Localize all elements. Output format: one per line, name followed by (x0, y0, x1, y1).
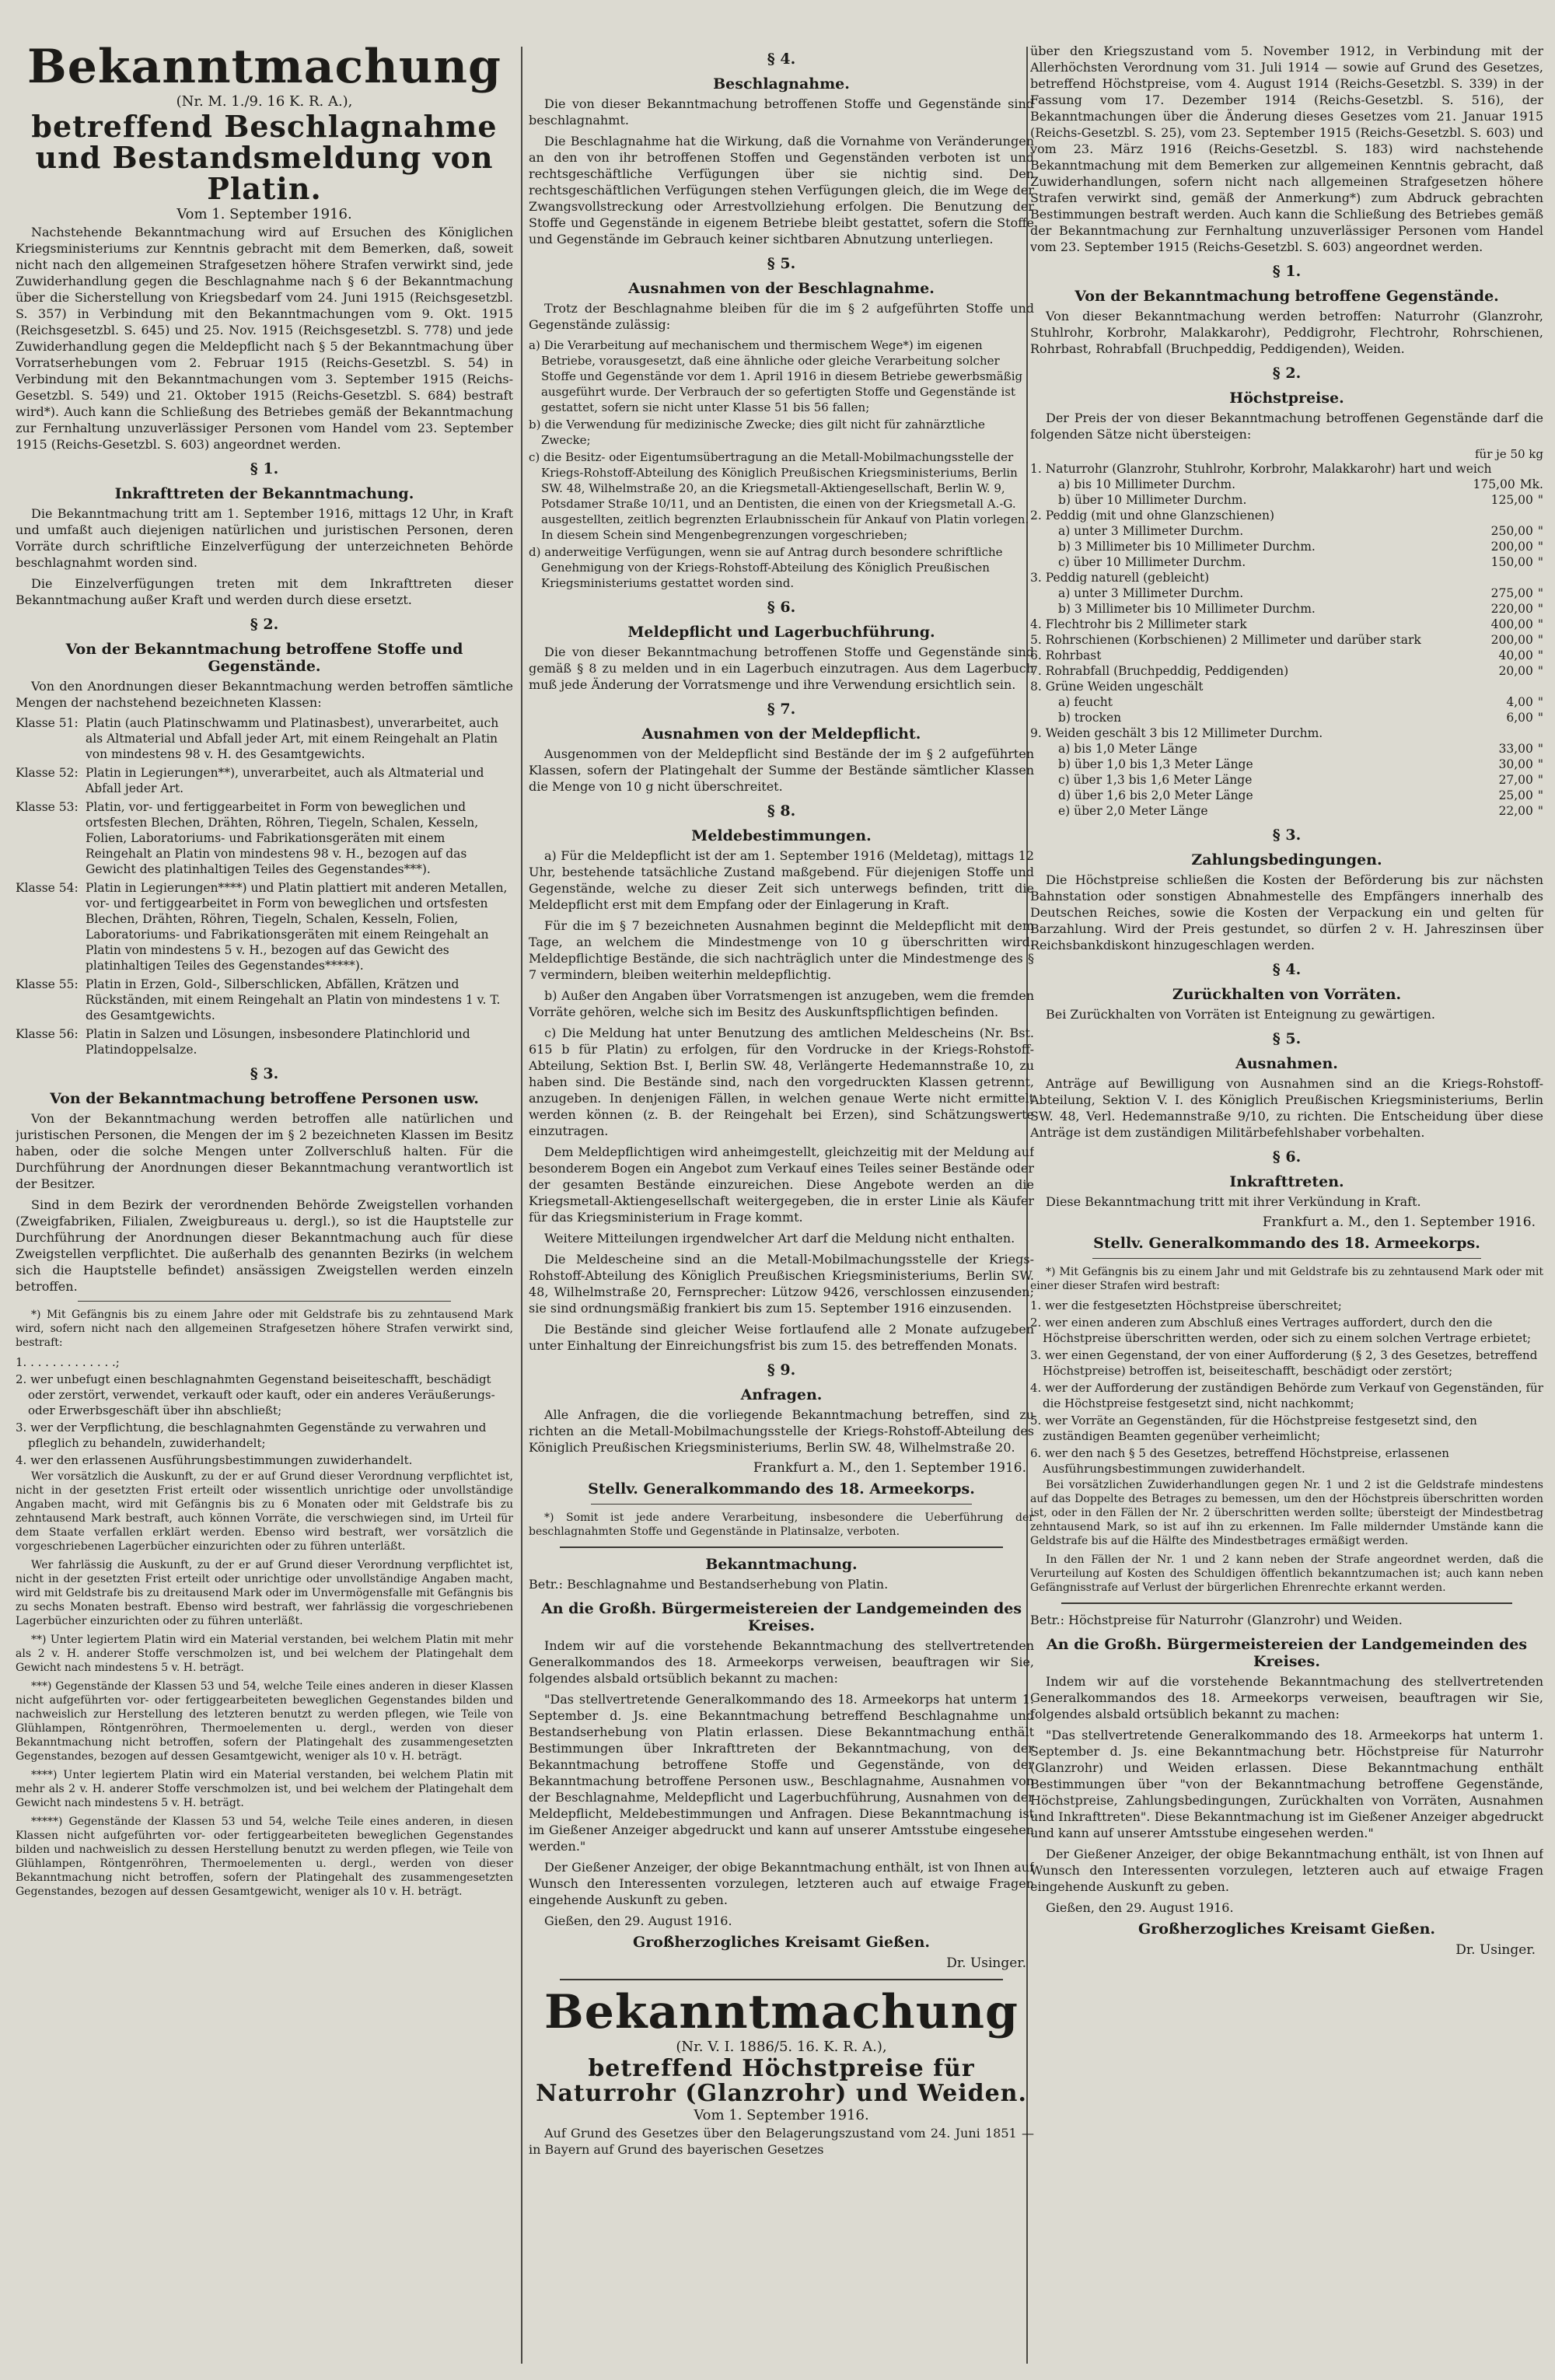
klasse-text: Platin in Legierungen**), unverarbeitet, auch als Altmaterial und Abfall jeder Art. (86, 765, 484, 795)
price-value (1491, 539, 1543, 554)
price-currency: " (1537, 695, 1543, 709)
section-number: § 1. (250, 460, 279, 477)
section-text: Die Beschlagnahme hat die Wirkung, daß die Vornahme von Veränderungen an den von ihr betroffenen Stoffen und Gegenständen verboten ist und rechtsgeschäftliche Verfügungen über sie nichtig sind. Den rechtsgeschäftlichen Verfügungen stehen Verfügungen gleich, die im Wege der Zwangsvollstreckung oder Arrestvollziehung erfolgen. Die Benutzung der Stoffe und Gegenstände in eigenem Betriebe bleibt gestattet, sofern die Stoffe und Gegenstände im Gebrauch keiner sichtbaren Abnutzung unterliegen. (529, 134, 1034, 246)
announcement-date: Vom 1. September 1916. (694, 2107, 869, 2123)
section-number: § 4. (767, 51, 796, 68)
price-row (1030, 741, 1543, 757)
price-amount: 22,00 (1498, 804, 1533, 818)
section-text: Die von dieser Bekanntmachung betroffenen Stoffe und Gegenstände sind gemäß § 8 zu melden und in ein Lagerbuch einzutragen. Aus dem Lagerbuch muß jede Änderung der Vorratsmenge und ihre Verwendung ersichtlich sein. (529, 645, 1034, 692)
price-value (1491, 554, 1543, 570)
price-amount: 6,00 (1506, 711, 1533, 725)
section-number: § 5. (1272, 1030, 1302, 1047)
footnote: *) Mit Gefängnis bis zu einem Jahr und mit Geldstrafe bis zu zehntausend Mark oder mit einer dieser Strafen wird bestraft: (1030, 1266, 1543, 1292)
notice-title: Bekanntmachung. (705, 1556, 858, 1573)
section-title: Von der Bekanntmachung betroffene Stoffe und Gegenstände. (65, 640, 463, 675)
footnote: Bei vorsätzlichen Zuwiderhandlungen gegen Nr. 1 und 2 ist die Geldstrafe mindestens auf das Doppelte des Betrages zu bemessen, um den der Höchstpreis überschritten worden ist, oder in den Fällen der Nr. 2 überschritten werden sollte; übersteigt der Mindestbetrag zehntausend Mark, so ist auf ihn zu erkennen. Im Falle mildernder Umstände kann die Geldstrafe bis auf die Hälfte des Mindestbetrages ermäßigt werden. (1030, 1479, 1543, 1547)
divider (78, 1301, 451, 1302)
section-text: Die Meldescheine sind an die Metall-Mobilmachungsstelle der Kriegs-Rohstoff-Abteilung des Königlich Preußischen Kriegsministeriums, Berlin SW. 48, Wilhelmstraße 20, Fernsprecher: Lützow 9426, verschlossen einzusenden; sie sind ordnungsmäßig frankiert bis zum 15. September 1916 einzusenden. (529, 1252, 1034, 1316)
section-number: § 4. (1272, 961, 1302, 978)
exception-item: a) Die Verarbeitung auf mechanischem und thermischem Wege*) im eigenen Betriebe, vorausgesetzt, daß eine ähnliche oder gleiche Verarbeitung solcher Stoffe und Gegenstände vor dem 1. April 1916 in diesem Betriebe gewerbsmäßig ausgeführt wurde. Der Verbrauch der so gefertigten Stoffe und Gegenstände ist gestattet, sofern sie nicht unter Klasse 51 bis 56 fallen; (529, 338, 1023, 414)
price-amount: 30,00 (1498, 757, 1533, 771)
footnote-item: 4. wer den erlassenen Ausführungsbestimmungen zuwiderhandelt. (16, 1452, 413, 1467)
price-amount: 175,00 (1473, 477, 1515, 491)
price-item: b) über 10 Millimeter Durchm. (1058, 493, 1247, 507)
notice-signature: Dr. Usinger. (946, 1955, 1026, 1971)
klasse-item (16, 880, 513, 973)
notice-office: Großherzogliches Kreisamt Gießen. (632, 1934, 931, 1951)
price-item: 7. Rohrabfall (Bruchpeddig, Peddigenden) (1030, 664, 1289, 678)
left-column (16, 43, 513, 2368)
price-row (1030, 492, 1543, 508)
klasse-item (16, 977, 513, 1023)
price-row (1030, 725, 1543, 741)
price-value (1506, 694, 1543, 710)
price-item: a) unter 3 Millimeter Durchm. (1058, 524, 1244, 538)
klasse-label: Klasse 52: (16, 765, 79, 780)
price-currency: " (1537, 555, 1543, 569)
announcement-ref: (Nr. V. I. 1886/5. 16. K. R. A.), (676, 2039, 887, 2055)
price-row (1030, 772, 1543, 788)
notice-betr: Betr.: Beschlagnahme und Bestandserhebung von Platin. (529, 1577, 889, 1592)
section-title: Zurückhalten von Vorräten. (1172, 986, 1402, 1003)
price-item: a) feucht (1058, 695, 1113, 709)
section-number: § 6. (1272, 1148, 1302, 1166)
divider (1061, 1602, 1512, 1604)
price-value (1498, 757, 1543, 772)
price-value (1491, 617, 1543, 632)
signer: Stellv. Generalkommando des 18. Armeekorps. (1093, 1235, 1480, 1252)
price-amount: 400,00 (1490, 617, 1533, 631)
column-rule (521, 47, 522, 2364)
price-currency: " (1537, 524, 1543, 538)
right-column (1030, 43, 1543, 2368)
price-value (1498, 788, 1543, 803)
klasse-label: Klasse 53: (16, 799, 79, 814)
footnote-item: 3. wer der Verpflichtung, die beschlagnahmten Gegenstände zu verwahren und pfleglich zu behandeln, zuwiderhandelt; (16, 1420, 487, 1450)
price-unit: für je 50 kg (1475, 447, 1543, 461)
notice-quote: "Das stellvertretende Generalkommando des 18. Armeekorps hat unterm 1. September d. Js. eine Bekanntmachung betreffend Beschlagnahme und Bestandserhebung von Platin erlassen. Diese Bekanntmachung enthält Bestimmungen über Inkrafttreten der Bekanntmachung, von der Bekanntmachung betroffene Stoffe und Gegenstände, von der Bekanntmachung betroffene Personen usw., Beschlagnahme, Ausnahmen von der Beschlagnahme, Meldepflicht und Lagerbuchführung, Ausnahmen von der Meldepflicht, Meldebestimmungen und Anfragen. Diese Bekanntmachung ist im Gießener Anzeiger abgedruckt und kann auf unserer Amtsstube eingesehen werden." (529, 1692, 1034, 1854)
price-item: a) bis 1,0 Meter Länge (1058, 742, 1197, 756)
footnote: ****) Unter legiertem Platin wird ein Material verstanden, bei welchem Platin mit mehr als 2 v. H. anderer Stoffe verschmolzen ist, und bei welchem der Platingehalt dem Gewicht nach mindestens 5 v. H. beträgt. (16, 1768, 513, 1809)
signer: Stellv. Generalkommando des 18. Armeekorps. (588, 1480, 975, 1498)
price-amount: 27,00 (1498, 773, 1533, 787)
section-text: Der Preis der von dieser Bekanntmachung betroffenen Gegenstände darf die folgenden Sätze nicht übersteigen: (1030, 411, 1543, 442)
price-value (1498, 663, 1543, 679)
price-row (1030, 585, 1543, 601)
footnote-item: 1. wer die festgesetzten Höchstpreise überschreitet; (1030, 1298, 1342, 1312)
notice-date: Gießen, den 29. August 1916. (1046, 1900, 1234, 1915)
price-item: b) 3 Millimeter bis 10 Millimeter Durchm. (1058, 540, 1316, 554)
footnote: ***) Gegenstände der Klassen 53 und 54, welche Teile eines anderen in dieser Klassen nicht aufgeführten vor- oder fertiggearbeiteten beweglichen Gegenstandes bilden und nachweislich zur Herstellung des letzteren benutzt zu werden pflegen, wie Teile von Glühlampen, Röntgenröhren, Thermoelementen u. dergl., werden von dieser Bekanntmachung nicht betroffen, sofern der Platingehalt des zusammengesetzten Gegenstandes, bezogen auf dessen Gesamtgewicht, weniger als 10 v. H. beträgt. (16, 1679, 513, 1763)
price-row (1030, 601, 1543, 617)
footnote: In den Fällen der Nr. 1 und 2 kann neben der Strafe angeordnet werden, daß die Verurteilung auf Kosten des Schuldigen öffentlich bekanntzumachen ist; auch kann neben Gefängnisstrafe auf Verlust der bürgerlichen Ehrenrechte erkannt werden. (1030, 1553, 1543, 1594)
section-text: Trotz der Beschlagnahme bleiben für die im § 2 aufgeführten Stoffe und Gegenstände zulässig: (529, 301, 1034, 332)
announcement-title: Bekanntmachung (543, 1985, 1019, 2039)
price-amount: 275,00 (1490, 586, 1533, 600)
section-title: Inkrafttreten der Bekanntmachung. (114, 484, 414, 502)
section-title: Meldebestimmungen. (691, 827, 872, 844)
section-text: Dem Meldepflichtigen wird anheimgestellt, gleichzeitig mit der Meldung auf besonderem Bogen ein Angebot zum Verkauf eines Teiles seiner Bestände oder der gesamten Bestände einzureichen. Diese Angebote werden an die Kriegsmetall-Aktiengesellschaft weitergegeben, die in erster Linie als Käufer für das Kriegsministerium in Frage kommt. (529, 1145, 1034, 1225)
price-table (1030, 461, 1543, 819)
price-amount: 20,00 (1498, 664, 1533, 678)
announcement-subtitle: betreffend Höchstpreise für Naturrohr (Glanzrohr) und Weiden. (536, 2055, 1027, 2107)
section-text: Auf Grund des Gesetzes über den Belagerungszustand vom 24. Juni 1851 — in Bayern auf Grund des bayerischen Gesetzes (529, 2126, 1034, 2157)
exception-item: c) die Besitz- oder Eigentumsübertragung an die Metall-Mobilmachungsstelle der Kriegs-Rohstoff-Abteilung des Königlich Preußischen Kriegsministeriums, Berlin SW. 48, Wilhelmstraße 20, an die Kriegsmetall-Aktiengesellschaft, Berlin W. 9, Potsdamer Straße 10/11, und an Dentisten, die einen von der Kriegsmetall A.-G. ausgestellten, zeitlich begrenzten Erlaubnisschein für Ankauf von Platin vorlegen. In diesem Schein sind Mengenbegrenzungen vorgeschrieben; (529, 450, 1029, 542)
price-item: e) über 2,0 Meter Länge (1058, 804, 1208, 818)
notice-date: Gießen, den 29. August 1916. (544, 1913, 732, 1928)
klasse-item (16, 1026, 513, 1057)
section-title: Ausnahmen. (1235, 1055, 1338, 1072)
section-number: § 1. (1272, 263, 1302, 280)
intro-text: Nachstehende Bekanntmachung wird auf Ersuchen des Königlichen Kriegsministeriums zur Kenntnis gebracht mit dem Bemerken, daß, soweit nicht nach den allgemeinen Strafgesetzen höhere Strafen verwirkt sind, jede Zuwiderhandlung gegen die Beschlagnahme nach § 6 der Bekanntmachung über die Sicherstellung von Kriegsbedarf vom 24. Juni 1915 (Reichsgesetzbl. S. 357) in Verbindung mit den Bekanntmachungen vom 9. Okt. 1915 (Reichsgesetzbl. S. 645) und 25. Nov. 1915 (Reichsgesetzbl. S. 778) und jede Zuwiderhandlung gegen die Meldepflicht nach § 5 der Bekanntmachung über Vorratserhebungen vom 2. Februar 1915 (Reichs-Gesetzbl. S. 54) in Verbindung mit den Bekanntmachungen vom 3. September 1915 (Reichs-Gesetzbl. S. 549) und 21. Oktober 1915 (Reichs-Gesetzbl. S. 684) bestraft wird*). Auch kann die Schließung des Betriebes gemäß der Bekanntmachung zur Fernhaltung unzuverlässiger Personen vom Handel vom 23. September 1915 (Reichs-Gesetzbl. S. 603) angeordnet werden. (16, 224, 513, 452)
price-currency: " (1537, 757, 1543, 771)
klasse-item (16, 715, 513, 762)
price-currency: " (1537, 664, 1543, 678)
place-date: Frankfurt a. M., den 1. September 1916. (1262, 1214, 1536, 1230)
exception-item: b) die Verwendung für medizinische Zwecke; dies gilt nicht für zahnärztliche Zwecke; (529, 418, 985, 447)
price-item: 2. Peddig (mit und ohne Glanzschienen) (1030, 509, 1275, 522)
notice-betr: Betr.: Höchstpreise für Naturrohr (Glanzrohr) und Weiden. (1030, 1613, 1403, 1627)
price-value (1539, 461, 1543, 477)
price-currency: " (1537, 586, 1543, 600)
price-row (1030, 803, 1543, 819)
section-text: Die Höchstpreise schließen die Kosten der Beförderung bis zur nächsten Bahnstation oder sonstigen Abnahmestelle des Empfängers innerhalb des Deutschen Reiches, sowie die Kosten der Verpackung ein und gelten für Barzahlung. Wird der Preis gestundet, so dürfen 2 v. H. Jahreszinsen über Reichsbankdiskont hinzugeschlagen werden. (1030, 872, 1543, 952)
price-row (1030, 554, 1543, 570)
price-amount: 40,00 (1498, 648, 1533, 662)
price-currency: " (1537, 493, 1543, 507)
middle-column (529, 43, 1034, 2368)
section-title: Zahlungsbedingungen. (1191, 851, 1382, 868)
place-date: Frankfurt a. M., den 1. September 1916. (753, 1460, 1026, 1476)
price-value (1498, 741, 1543, 757)
section-title: Beschlagnahme. (713, 75, 850, 93)
footnote-item: 1. . . . . . . . . . . . .; (16, 1354, 120, 1369)
section-text: Für die im § 7 bezeichneten Ausnahmen beginnt die Meldepflicht mit dem Tage, an welchem die Mindestmenge von 10 g überschritten wird. Meldepflichtige Bestände, die sich nachträglich unter die Mindestmenge des § 7 vermindern, bleiben weiterhin meldepflichtig. (529, 918, 1034, 982)
price-item: c) über 1,3 bis 1,6 Meter Länge (1058, 773, 1253, 787)
price-value (1491, 601, 1543, 617)
price-item: 1. Naturrohr (Glanzrohr, Stuhlrohr, Korbrohr, Malakkarohr) hart und weich (1030, 462, 1492, 476)
section-text: b) Außer den Angaben über Vorratsmengen ist anzugeben, wem die fremden Vorräte gehören, welche sich im Besitz des Auskunftspflichtigen befinden. (529, 988, 1034, 1019)
notice-text: Indem wir auf die vorstehende Bekanntmachung des stellvertretenden Generalkommandos des 18. Armeekorps verweisen, beauftragen wir Sie, folgendes alsbald ortsüblich bekannt zu machen: (529, 1638, 1034, 1686)
exception-item: d) anderweitige Verfügungen, wenn sie auf Antrag durch besondere schriftliche Genehmigung von der Kriegs-Rohstoff-Abteilung des Königlich Preußischen Kriegsministeriums gestattet worden sind. (529, 545, 1003, 590)
price-amount: 200,00 (1490, 540, 1533, 554)
footnote: Wer vorsätzlich die Auskunft, zu der er auf Grund dieser Verordnung verpflichtet ist, nicht in der gesetzten Frist erteilt oder wissentlich unrichtige oder unvollständige Angaben macht, wird mit Gefängnis bis zu 6 Monaten oder mit Geldstrafe bis zu zehntausend Mark bestraft, auch können Vorräte, die verschwiegen sind, im Urteil für dem Staate verfallen erklärt werden. Ebenso wird bestraft, wer vorsätzlich die vorgeschriebenen Lagerbücher einzurichten oder zu führen unterläßt. (16, 1470, 513, 1553)
section-text: c) Die Meldung hat unter Benutzung des amtlichen Meldescheins (Nr. Bst. 615 b für Platin) zu erfolgen, für den Vordrucke in der Kriegs-Rohstoff-Abteilung, Sektion Bst. I, Berlin SW. 48, Verlängerte Hedemannstraße 10, zu haben sind. Die Bestände sind, nach den vorgedruckten Klassen getrennt, anzugeben. In denjenigen Fällen, in welchen genaue Werte nicht ermittelt werden können (z. B. der Reingehalt bei Erzen), sind Schätzungswerte einzutragen. (529, 1026, 1034, 1138)
section-number: § 6. (767, 599, 796, 616)
price-value (1498, 772, 1543, 788)
section-title: Von der Bekanntmachung betroffene Personen usw. (50, 1089, 479, 1107)
price-currency: " (1537, 648, 1543, 662)
footnote: *****) Gegenstände der Klassen 53 und 54, welche Teile eines anderen, in diesen Klassen nicht aufgeführten vor- oder fertiggearbeiteten beweglichen Gegenstandes bilden und nachweislich zu dessen Herstellung benutzt zu werden pflegen, wie Teile von Glühlampen, Röntgenröhren, Thermoelementen u. dergl., werden von dieser Bekanntmachung nicht betroffen, sofern der Platingehalt des zusammengesetzten Gegenstandes, bezogen auf dessen Gesamtgewicht, weniger als 10 v. H. beträgt. (16, 1815, 513, 1898)
price-currency: " (1537, 742, 1543, 756)
price-row (1030, 788, 1543, 803)
price-row (1030, 617, 1543, 632)
section-text: Von der Bekanntmachung werden betroffen alle natürlichen und juristischen Personen, die Mengen der im § 2 bezeichneten Klassen im Besitz haben, oder die solche Mengen unter Zollverschluß halten. Für die Durchführung der Anordnungen dieser Bekanntmachung verantwortlich ist der Besitzer. (16, 1110, 513, 1191)
notice-signature: Dr. Usinger. (1455, 1942, 1536, 1958)
notice-addressee: An die Großh. Bürgermeistereien der Landgemeinden des Kreises. (1046, 1636, 1528, 1670)
section-number: § 9. (767, 1361, 796, 1379)
price-row (1030, 632, 1543, 648)
footnote-item: 2. wer einen anderen zum Abschluß eines Vertrages auffordert, durch den die Höchstpreise überschritten werden, oder sich zu einem solchen Vertrage erbietet; (1030, 1316, 1532, 1345)
price-value (1539, 725, 1543, 741)
section-title: Anfragen. (740, 1386, 823, 1403)
price-row (1030, 757, 1543, 772)
section-title: Meldepflicht und Lagerbuchführung. (627, 624, 935, 641)
section-number: § 8. (767, 802, 796, 820)
divider (1092, 1258, 1481, 1259)
section-text: a) Für die Meldepflicht ist der am 1. September 1916 (Meldetag), mittags 12 Uhr, bestehende tatsächliche Zustand maßgebend. Für diejenigen Stoffe und Gegenstände, welche zu dieser Zeit sich unterwegs befinden, tritt die Meldepflicht erst mit dem Empfang oder der Einlagerung in Kraft. (529, 848, 1034, 912)
klasse-item (16, 765, 513, 796)
price-row (1030, 477, 1543, 492)
price-value (1473, 477, 1543, 492)
announcement-title: Bekanntmachung (26, 43, 501, 94)
klasse-text: Platin, vor- und fertiggearbeitet in Form von beweglichen und ortsfesten Blechen, Drähten, Röhren, Tiegeln, Schalen, Kesseln, Folien, Laboratoriums- und Fabrikationsgeräten mit einem Reingehalt an Platin von mindestens 98 v. H., bezogen auf das Gewicht des platinhaltigen Teiles des Gegenstandes***). (86, 799, 479, 876)
section-text: Die von dieser Bekanntmachung betroffenen Stoffe und Gegenstände sind beschlagnahmt. (529, 96, 1034, 128)
section-title: Von der Bekanntmachung betroffene Gegenstände. (1075, 288, 1499, 305)
price-item: 5. Rohrschienen (Korbschienen) 2 Millimeter und darüber stark (1030, 633, 1421, 647)
section-number: § 7. (767, 701, 796, 718)
section-text: Von dieser Bekanntmachung werden betroffen: Naturrohr (Glanzrohr, Stuhlrohr, Korbrohr, Malakkarohr), Peddigrohr, Flechtrohr, Rohrschienen, Rohrbast, Rohrabfall (Bruchpeddig, Peddigenden), Weiden. (1030, 309, 1543, 356)
price-row (1030, 508, 1543, 523)
section-number: § 3. (250, 1064, 279, 1082)
price-item: c) über 10 Millimeter Durchm. (1058, 555, 1246, 569)
price-currency: Mk. (1519, 477, 1543, 491)
section-title: Ausnahmen von der Meldepflicht. (641, 725, 921, 743)
section-number: § 2. (1272, 365, 1302, 382)
price-item: 6. Rohrbast (1030, 648, 1102, 662)
section-title: Inkrafttreten. (1229, 1173, 1344, 1190)
notice-text: Der Gießener Anzeiger, der obige Bekanntmachung enthält, ist von Ihnen auf Wunsch den Interessenten vorzulegen, letzteren auch auf etwaige Fragen eingehende Auskunft zu geben. (1030, 1847, 1543, 1894)
notice-office: Großherzogliches Kreisamt Gießen. (1137, 1920, 1436, 1938)
section-text: Die Bekanntmachung tritt am 1. September 1916, mittags 12 Uhr, in Kraft und umfaßt auch diejenigen natürlichen und juristischen Personen, deren Vorräte durch schriftliche Einzelverfügung der unterzeichneten Behörde beschlagnahmt worden sind. (16, 505, 513, 570)
price-row (1030, 570, 1543, 585)
price-amount: 33,00 (1498, 742, 1533, 756)
price-item: b) trocken (1058, 711, 1122, 725)
section-text: Alle Anfragen, die die vorliegende Bekanntmachung betreffen, sind zu richten an die Metall-Mobilmachungsstelle der Kriegs-Rohstoff-Abteilung des Königlich Preußischen Kriegsministeriums, Berlin SW. 48, Wilhelmstraße 20. (529, 1407, 1034, 1455)
price-item: 3. Peddig naturell (gebleicht) (1030, 571, 1210, 585)
price-value (1491, 632, 1543, 648)
klasse-label: Klasse 55: (16, 977, 79, 991)
footnote-item: 3. wer einen Gegenstand, der von einer Aufforderung (§ 2, 3 des Gesetzes, betreffend Höchstpreise) betroffen ist, beiseiteschafft, beschädigt oder zerstört; (1030, 1348, 1538, 1378)
price-item: a) unter 3 Millimeter Durchm. (1058, 586, 1244, 600)
price-item: b) 3 Millimeter bis 10 Millimeter Durchm. (1058, 602, 1316, 616)
price-row (1030, 694, 1543, 710)
price-value (1539, 508, 1543, 523)
price-value (1539, 679, 1543, 694)
price-item: b) über 1,0 bis 1,3 Meter Länge (1058, 757, 1253, 771)
klasse-item (16, 799, 513, 877)
price-value (1498, 803, 1543, 819)
price-row (1030, 523, 1543, 539)
section-text: Bei Zurückhalten von Vorräten ist Enteignung zu gewärtigen. (1046, 1007, 1436, 1022)
klasse-label: Klasse 54: (16, 880, 79, 895)
footnote-item: 4. wer der Aufforderung der zuständigen Behörde zum Verkauf von Gegenständen, für die Höchstpreise festgesetzt sind, nicht nachkommt; (1030, 1381, 1543, 1410)
footnote: **) Unter legiertem Platin wird ein Material verstanden, bei welchem Platin mit mehr als 2 v. H. anderer Stoffe verschmolzen ist, und bei welchem der Platingehalt dem Gewicht nach mindestens 5 v. H. beträgt. (16, 1633, 513, 1674)
price-amount: 250,00 (1490, 524, 1533, 538)
announcement-subtitle: betreffend Beschlagnahme und Bestandsmeldung von Platin. (31, 109, 498, 206)
price-row (1030, 648, 1543, 663)
notice-addressee: An die Großh. Bürgermeistereien der Landgemeinden des Kreises. (540, 1600, 1022, 1634)
continued-text: über den Kriegszustand vom 5. November 1912, in Verbindung mit der Allerhöchsten Verordnung vom 31. Juli 1914 — sowie auf Grund des Gesetzes, betreffend Höchstpreise, vom 4. August 1914 (Reichs-Gesetzbl. S. 339) in der Fassung vom 17. Dezember 1914 (Reichs-Gesetzbl. S. 516), der Bekanntmachungen über die Änderung dieses Gesetzes vom 21. Januar 1915 (Reichs-Gesetzbl. S. 25), vom 23. September 1915 (Reichs-Gesetzbl. S. 603) und vom 23. März 1916 (Reichs-Gesetzbl. S. 183) wird nachstehende Bekanntmachung mit dem Bemerken zur allgemeinen Kenntnis gebracht, daß Zuwiderhandlungen, sofern nicht nach allgemeinen Strafgesetzen höhere Strafen verwirkt sind, gemäß der Anmerkung*) zum Abdruck gebrachten Bestimmungen bestraft werden. Auch kann die Schließung des Betriebes gemäß der Bekanntmachung zur Fernhaltung unzuverlässiger Personen vom Handel vom 23. September 1915 (Reichs-Gesetzbl. S. 603) angeordnet werden. (1030, 44, 1543, 254)
price-amount: 25,00 (1498, 788, 1533, 802)
notice-quote: "Das stellvertretende Generalkommando des 18. Armeekorps hat unterm 1. September d. Js. eine Bekanntmachung betr. Höchstpreise für Naturrohr (Glanzrohr) und Weiden erlassen. Diese Bekanntmachung enthält Bestimmungen über "von der Bekanntmachung betroffene Gegenstände, Höchstpreise, Zahlungsbedingungen, Zurückhalten von Vorräten, Ausnahmen und Inkrafttreten". Diese Bekanntmachung ist im Gießener Anzeiger abgedruckt und kann auf unserer Amtsstube eingesehen werden." (1030, 1728, 1543, 1840)
price-amount: 200,00 (1490, 633, 1533, 647)
divider (560, 1546, 1003, 1548)
klasse-text: Platin in Erzen, Gold-, Silberschlicken, Abfällen, Krätzen und Rückständen, mit einem Reingehalt an Platin von mindestens 1 v. T. des Gesamtgewichts. (86, 977, 501, 1022)
price-value (1539, 570, 1543, 585)
section-text: Ausgenommen von der Meldepflicht sind Bestände der im § 2 aufgeführten Klassen, sofern der Platingehalt der Summe der Bestände sämtlicher Klassen die Menge von 10 g nicht überschreitet. (529, 746, 1034, 794)
section-title: Ausnahmen von der Beschlagnahme. (628, 280, 935, 297)
price-currency: " (1537, 617, 1543, 631)
klasse-text: Platin (auch Platinschwamm und Platinasbest), unverarbeitet, auch als Altmaterial und Abfall jeder Art, mit einem Reingehalt an Platin von mindestens 98 v. H. des Gesamtgewichts. (86, 715, 499, 761)
price-value (1506, 710, 1543, 725)
price-row (1030, 461, 1543, 477)
klasse-text: Platin in Legierungen****) und Platin plattiert mit anderen Metallen, vor- und fertiggearbeitet in Form von beweglichen und ortsfesten Blechen, Drähten, Röhren, Tiegeln, Schalen, Kesseln, Folien, Laboratoriums- und Fabrikationsgeräten mit einem Reingehalt an Platin von mindestens 5 v. H., bezogen auf das Gewicht des platinhaltigen Teiles des Gegenstandes*****). (86, 880, 508, 973)
footnote-item: 5. wer Vorräte an Gegenständen, für die Höchstpreise festgesetzt sind, den zuständigen Beamten gegenüber verheimlicht; (1030, 1414, 1477, 1443)
price-amount: 220,00 (1490, 602, 1533, 616)
section-text: Die Bestände sind gleicher Weise fortlaufend alle 2 Monate aufzugeben unter Einhaltung der Einreichungsfrist bis zum 15. des betreffenden Monats. (529, 1322, 1034, 1353)
price-currency: " (1537, 804, 1543, 818)
klasse-text: Platin in Salzen und Lösungen, insbesondere Platinchlorid und Platindoppelsalze. (86, 1026, 470, 1057)
price-value (1498, 648, 1543, 663)
footnote: *) Somit ist jede andere Verarbeitung, insbesondere die Ueberführung der beschlagnahmten Stoffe und Gegenstände in Platinsalze, verboten. (529, 1512, 1034, 1538)
price-row (1030, 679, 1543, 694)
price-amount: 125,00 (1490, 493, 1533, 507)
price-row (1030, 663, 1543, 679)
footnote: *) Mit Gefängnis bis zu einem Jahre oder mit Geldstrafe bis zu zehntausend Mark wird, sofern nicht nach den allgemeinen Strafgesetzen höhere Strafen verwirkt sind, bestraft: (16, 1308, 513, 1349)
price-value (1491, 523, 1543, 539)
section-number: § 3. (1272, 827, 1302, 844)
divider (591, 1504, 972, 1505)
price-amount: 4,00 (1506, 695, 1533, 709)
section-text: Von den Anordnungen dieser Bekanntmachung werden betroffen sämtliche Mengen der nachstehend bezeichneten Klassen: (16, 678, 513, 710)
price-row (1030, 539, 1543, 554)
price-amount: 150,00 (1490, 555, 1533, 569)
section-text: Weitere Mitteilungen irgendwelcher Art darf die Meldung nicht enthalten. (544, 1231, 1015, 1246)
price-item: 9. Weiden geschält 3 bis 12 Millimeter Durchm. (1030, 726, 1323, 740)
price-item: 4. Flechtrohr bis 2 Millimeter stark (1030, 617, 1247, 631)
footnote-item: 6. wer den nach § 5 des Gesetzes, betreffend Höchstpreise, erlassenen Ausführungsbestimmungen zuwiderhandelt. (1030, 1446, 1449, 1476)
price-currency: " (1537, 540, 1543, 554)
price-currency: " (1537, 788, 1543, 802)
price-currency: " (1537, 602, 1543, 616)
price-item: d) über 1,6 bis 2,0 Meter Länge (1058, 788, 1253, 802)
footnote-item: 2. wer unbefugt einen beschlagnahmten Gegenstand beiseiteschafft, beschädigt oder zerstört, verwendet, verkauft oder kauft, oder ein anderes Veräußerungs- oder Erwerbsgeschäft über ihn abschließt; (16, 1372, 495, 1417)
announcement-ref: (Nr. M. 1./9. 16 K. R. A.), (176, 93, 353, 110)
notice-text: Indem wir auf die vorstehende Bekanntmachung des stellvertretenden Generalkommandos des 18. Armeekorps verweisen, beauftragen wir Sie, folgendes alsbald ortsüblich bekannt zu machen: (1030, 1674, 1543, 1721)
announcement-date: Vom 1. September 1916. (176, 205, 352, 222)
section-text: Diese Bekanntmachung tritt mit ihrer Verkündung in Kraft. (1046, 1194, 1421, 1209)
section-text: Anträge auf Bewilligung von Ausnahmen sind an die Kriegs-Rohstoff-Abteilung, Sektion V. I. des Königlich Preußischen Kriegsministeriums, Berlin SW. 48, Verl. Hedemannstraße 9/10, zu richten. Die Entscheidung über diese Anträge ist dem zuständigen Militärbefehlshaber vorbehalten. (1030, 1076, 1543, 1140)
section-text: Sind in dem Bezirk der verordnenden Behörde Zweigstellen vorhanden (Zweigfabriken, Filialen, Zweigbureaus u. dergl.), so ist die Hauptstelle zur Durchführung der Anordnungen dieser Bekanntmachung auch für diese Zweigstellen verpflichtet. Die außerhalb des genannten Bezirks (in welchem sich die Hauptstelle befindet) ansässigen Zweigstellen werden einzeln betroffen. (16, 1197, 513, 1294)
price-value (1491, 585, 1543, 601)
price-value (1491, 492, 1543, 508)
section-text: Die Einzelverfügungen treten mit dem Inkrafttreten dieser Bekanntmachung außer Kraft und werden durch diese ersetzt. (16, 575, 513, 607)
price-currency: " (1537, 711, 1543, 725)
klasse-label: Klasse 51: (16, 715, 79, 730)
footnote: Wer fahrlässig die Auskunft, zu der er auf Grund dieser Verordnung verpflichtet ist, nicht in der gesetzten Frist erteilt oder unrichtige oder unvollständige Angaben macht, wird mit Geldstrafe bis zu dreitausend Mark oder im Unvermögensfalle mit Gefängnis bis zu sechs Monaten bestraft. Ebenso wird bestraft, wer fahrlässig die vorgeschriebenen Lagerbücher einzurichten oder zu führen unterläßt. (16, 1558, 513, 1627)
price-item: 8. Grüne Weiden ungeschält (1030, 680, 1204, 694)
section-title: Höchstpreise. (1229, 390, 1344, 407)
section-number: § 5. (767, 255, 796, 272)
section-number: § 2. (250, 615, 279, 633)
notice-text: Der Gießener Anzeiger, der obige Bekanntmachung enthält, ist von Ihnen auf Wunsch den Interessenten vorzulegen, letzteren auch auf etwaige Fragen eingehende Auskunft zu geben. (529, 1860, 1034, 1907)
divider (560, 1979, 1003, 1980)
price-row (1030, 710, 1543, 725)
price-item: a) bis 10 Millimeter Durchm. (1058, 477, 1236, 491)
klasse-label: Klasse 56: (16, 1026, 79, 1041)
price-currency: " (1537, 773, 1543, 787)
klassen-list (16, 715, 513, 1057)
price-currency: " (1537, 633, 1543, 647)
